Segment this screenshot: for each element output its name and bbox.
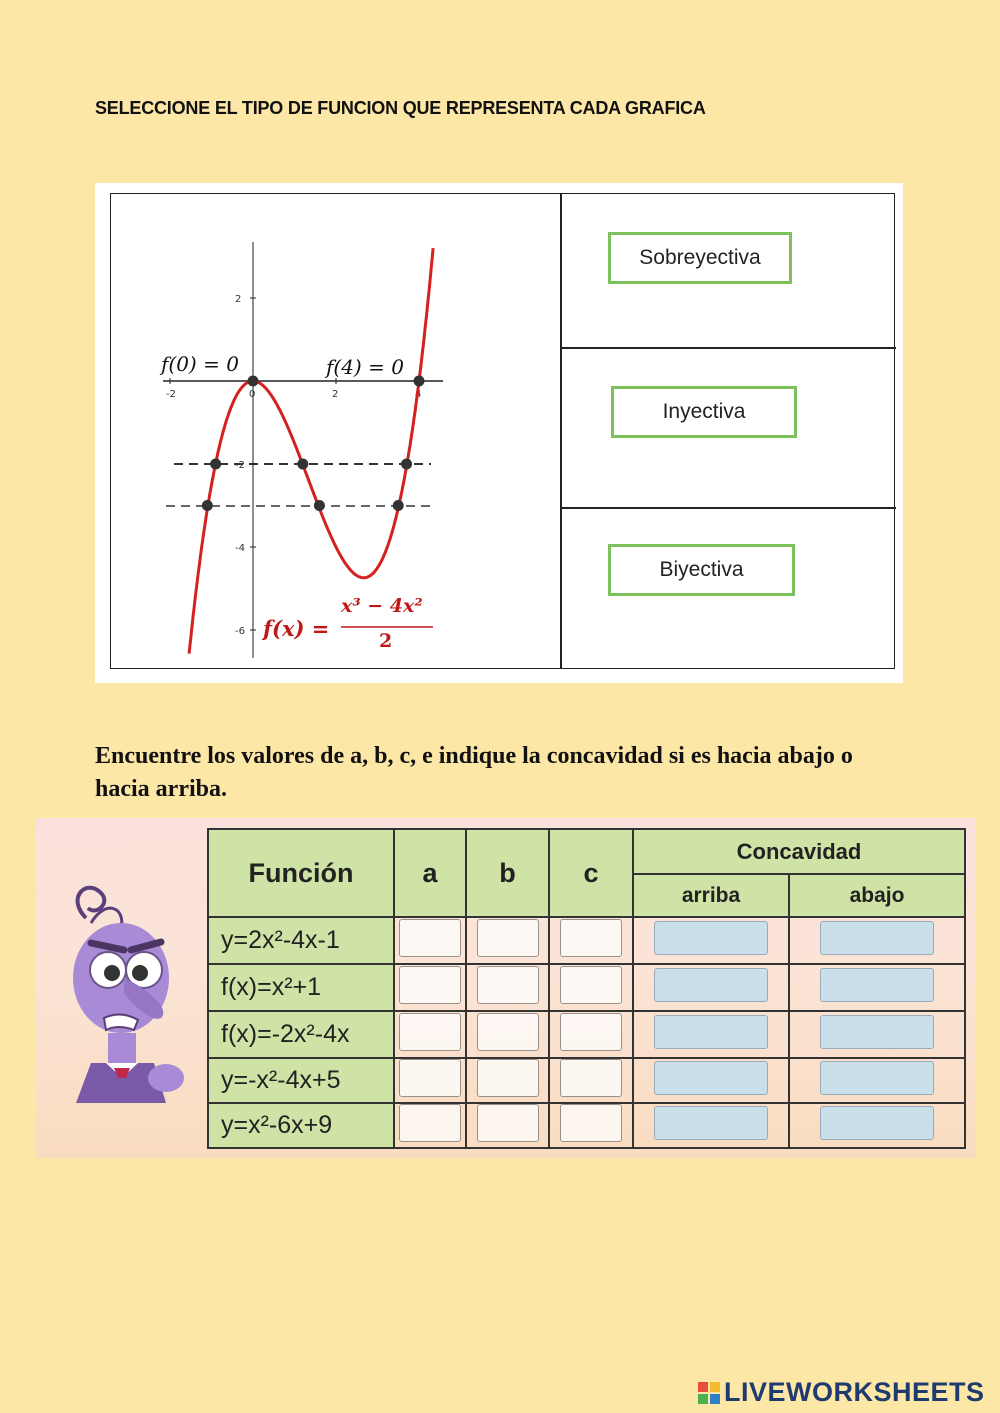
dropzone-abajo[interactable] [820,968,934,1002]
header-concavidad: Concavidad [633,829,965,874]
x-tick-label: 2 [332,389,339,400]
graph-exercise-panel [95,183,903,683]
input-a[interactable] [399,1013,461,1051]
option-sobreyectiva[interactable]: Sobreyectiva [608,232,792,284]
dropzone-arriba[interactable] [654,1015,768,1049]
graph-point [210,459,221,470]
header-c: c [549,829,633,917]
header-b: b [466,829,549,917]
header-funcion: Función [208,829,394,917]
function-graph [111,194,560,670]
liveworksheets-logo [698,1377,985,1408]
function-curve [189,248,433,653]
dropzone-abajo[interactable] [820,1015,934,1049]
input-c[interactable] [560,1059,622,1097]
table-row [208,1103,965,1148]
option-biyectiva[interactable]: Biyectiva [608,544,795,596]
graph-exercise-grid [110,193,895,669]
character-illustration [46,878,196,1103]
function-cell: y=x²-6x+9 [208,1103,394,1148]
function-cell: y=2x²-4x-1 [208,917,394,964]
graph-point [414,376,425,387]
header-a: a [394,829,466,917]
header-arriba: arriba [633,874,789,917]
logo-icon [698,1382,720,1404]
divider [560,507,896,509]
y-tick-label: 2 [235,294,242,305]
input-c[interactable] [560,919,622,957]
graph-point [297,459,308,470]
function-cell: f(x)=-2x²-4x [208,1011,394,1058]
table-row [208,964,965,1011]
instruction-heading: SELECCIONE EL TIPO DE FUNCION QUE REPRESENTA CADA GRAFICA [95,98,706,118]
formula-numerator: x³ − 4x² [341,595,423,617]
option-inyectiva[interactable]: Inyectiva [611,386,797,438]
input-c[interactable] [560,966,622,1004]
dropzone-arriba[interactable] [654,921,768,955]
input-c[interactable] [560,1104,622,1142]
divider [560,194,562,668]
function-cell: f(x)=x²+1 [208,964,394,1011]
input-b[interactable] [477,1059,539,1097]
graph-point [202,500,213,511]
y-tick-label: -2 [235,460,245,471]
x-tick-label: 4 [415,389,422,400]
input-c[interactable] [560,1013,622,1051]
y-tick-label: -6 [235,626,245,637]
logo-text: LIVEWORKSHEETS [724,1377,985,1407]
divider [560,347,896,349]
table-row [208,1011,965,1058]
input-b[interactable] [477,919,539,957]
formula-denominator: 2 [379,630,393,652]
table-row [208,1058,965,1103]
dropzone-abajo[interactable] [820,1061,934,1095]
dropzone-arriba[interactable] [654,968,768,1002]
label-f0: f(0) = 0 [161,352,239,376]
dropzone-arriba[interactable] [654,1061,768,1095]
dropzone-arriba[interactable] [654,1106,768,1140]
x-tick-label: -2 [166,389,176,400]
graph-point [248,376,259,387]
quadratic-exercise-panel [36,818,976,1158]
input-a[interactable] [399,1104,461,1142]
x-tick-label: 0 [249,389,256,400]
input-b[interactable] [477,1013,539,1051]
input-a[interactable] [399,1059,461,1097]
input-b[interactable] [477,966,539,1004]
input-a[interactable] [399,919,461,957]
graph-point [314,500,325,511]
input-a[interactable] [399,966,461,1004]
table-row [208,917,965,964]
function-cell: y=-x²-4x+5 [208,1058,394,1103]
input-b[interactable] [477,1104,539,1142]
graph-point [401,459,412,470]
dropzone-abajo[interactable] [820,1106,934,1140]
label-f4: f(4) = 0 [326,355,404,379]
question-text: Encuentre los valores de a, b, c, e indique la concavidad si es hacia abajo o hacia arriba. [95,743,853,802]
header-abajo: abajo [789,874,965,917]
graph-point [393,500,404,511]
dropzone-abajo[interactable] [820,921,934,955]
y-tick-label: -4 [235,543,245,554]
quadratic-table [207,828,966,1149]
formula-lhs: f(x) = [263,616,330,641]
